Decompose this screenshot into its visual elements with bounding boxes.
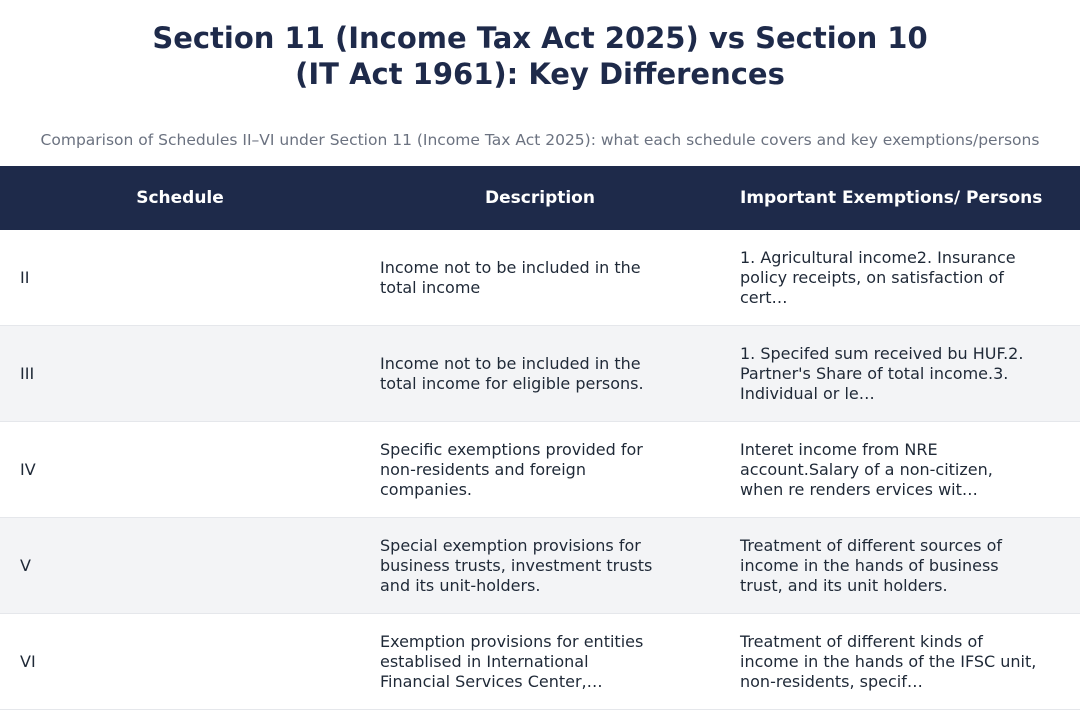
page-title-line-2: (IT Act 1961): Key Differences bbox=[295, 57, 785, 91]
schedule-cell: III bbox=[20, 363, 35, 383]
exemptions-cell: 1. Specifed sum received bu HUF.2. Partner's Share of total income.3. Individual or le… bbox=[740, 343, 1024, 403]
description-cell: Exemption provisions for entities establised in International Financial Services Center,… bbox=[380, 631, 644, 691]
schedule-cell: VI bbox=[20, 651, 36, 671]
table-row bbox=[0, 614, 1080, 710]
comparison-table bbox=[0, 166, 1080, 710]
exemptions-cell: Treatment of different kinds of income in the hands of the IFSC unit, non-residents, specif… bbox=[740, 631, 1037, 691]
schedule-cell: V bbox=[20, 555, 31, 575]
table-row bbox=[0, 230, 1080, 326]
schedule-cell: II bbox=[20, 267, 30, 287]
table-header-row bbox=[0, 166, 1080, 230]
exemptions-cell: Treatment of different sources of income in the hands of business trust, and its unit holders. bbox=[740, 535, 1003, 595]
column-header-exemptions: Important Exemptions/ Persons bbox=[740, 188, 1043, 208]
column-header-schedule: Schedule bbox=[136, 188, 224, 208]
exemptions-cell: 1. Agricultural income2. Insurance policy receipts, on satisfaction of cert… bbox=[740, 247, 1016, 307]
description-cell: Income not to be included in the total income for eligible persons. bbox=[380, 353, 644, 393]
table-row bbox=[0, 422, 1080, 518]
description-cell: Special exemption provisions for business trusts, investment trusts and its unit-holders. bbox=[380, 535, 653, 595]
table-row bbox=[0, 518, 1080, 614]
page-title bbox=[0, 20, 1080, 92]
page-title-line-1: Section 11 (Income Tax Act 2025) vs Section 10 bbox=[152, 21, 928, 55]
table-row bbox=[0, 326, 1080, 422]
column-header-description: Description bbox=[485, 188, 595, 208]
exemptions-cell: Interet income from NRE account.Salary of a non-citizen, when re renders ervices wit… bbox=[740, 439, 993, 499]
description-cell: Specific exemptions provided for non-residents and foreign companies. bbox=[380, 439, 643, 499]
schedule-cell: IV bbox=[20, 459, 36, 479]
description-cell: Income not to be included in the total income bbox=[380, 257, 641, 297]
page-subtitle: Comparison of Schedules II–VI under Section 11 (Income Tax Act 2025): what each schedule covers and key exemptions/persons bbox=[40, 131, 1040, 149]
